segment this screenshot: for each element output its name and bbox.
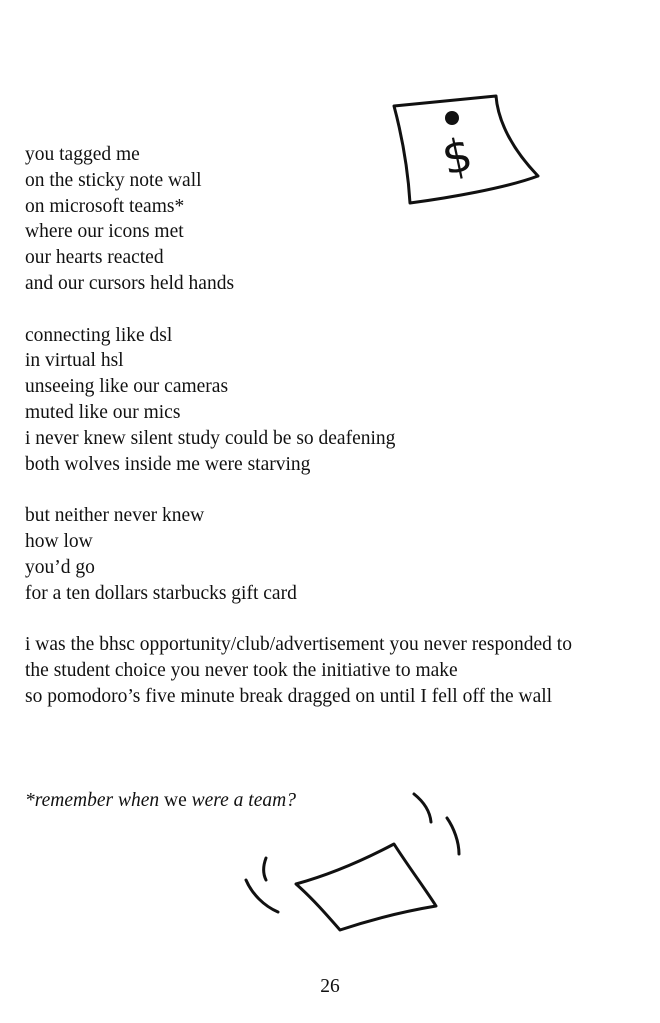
poem-line: how low [25,530,93,552]
poem-line: for a ten dollars starbucks gift card [25,582,297,604]
poem-line: i was the bhsc opportunity/club/advertisement you never responded to [25,634,572,656]
poem-line: on the sticky note wall [25,169,202,191]
poem-line: our hearts reacted [25,247,164,269]
poem-line: unseeing like our cameras [25,376,229,398]
stanza-3 [25,503,645,606]
poem-line: muted like our mics [25,401,181,423]
stanza-4 [25,632,645,709]
poem-line: where our icons met [25,221,184,243]
poem-line: on microsoft teams* [25,195,185,217]
poem-line: you tagged me [25,144,140,165]
page-number: 26 [320,976,340,997]
stanza-1 [25,142,645,297]
svg-text:$: $ [437,126,478,186]
poem-line: but neither never knew [25,505,205,527]
footnote-italic-start: *remember when [25,790,164,811]
stanza-2 [25,323,645,478]
poem-line: and our cursors held hands [25,272,235,294]
falling-sticky-note-icon [240,790,470,935]
poem [25,142,645,735]
poem-line: i never knew silent study could be so deafening [25,427,396,449]
poem-line: so pomodoro’s five minute break dragged on until I fell off the wall [25,685,553,707]
poem-line: both wolves inside me were starving [25,453,311,475]
poem-line: in virtual hsl [25,350,124,372]
poem-line: you’d go [25,556,95,578]
poem-line: the student choice you never took the initiative to make [25,659,458,681]
poem-line: connecting like dsl [25,324,173,346]
footnote-italic-end: were a team? [191,790,296,811]
footnote-upright: we [164,790,192,811]
